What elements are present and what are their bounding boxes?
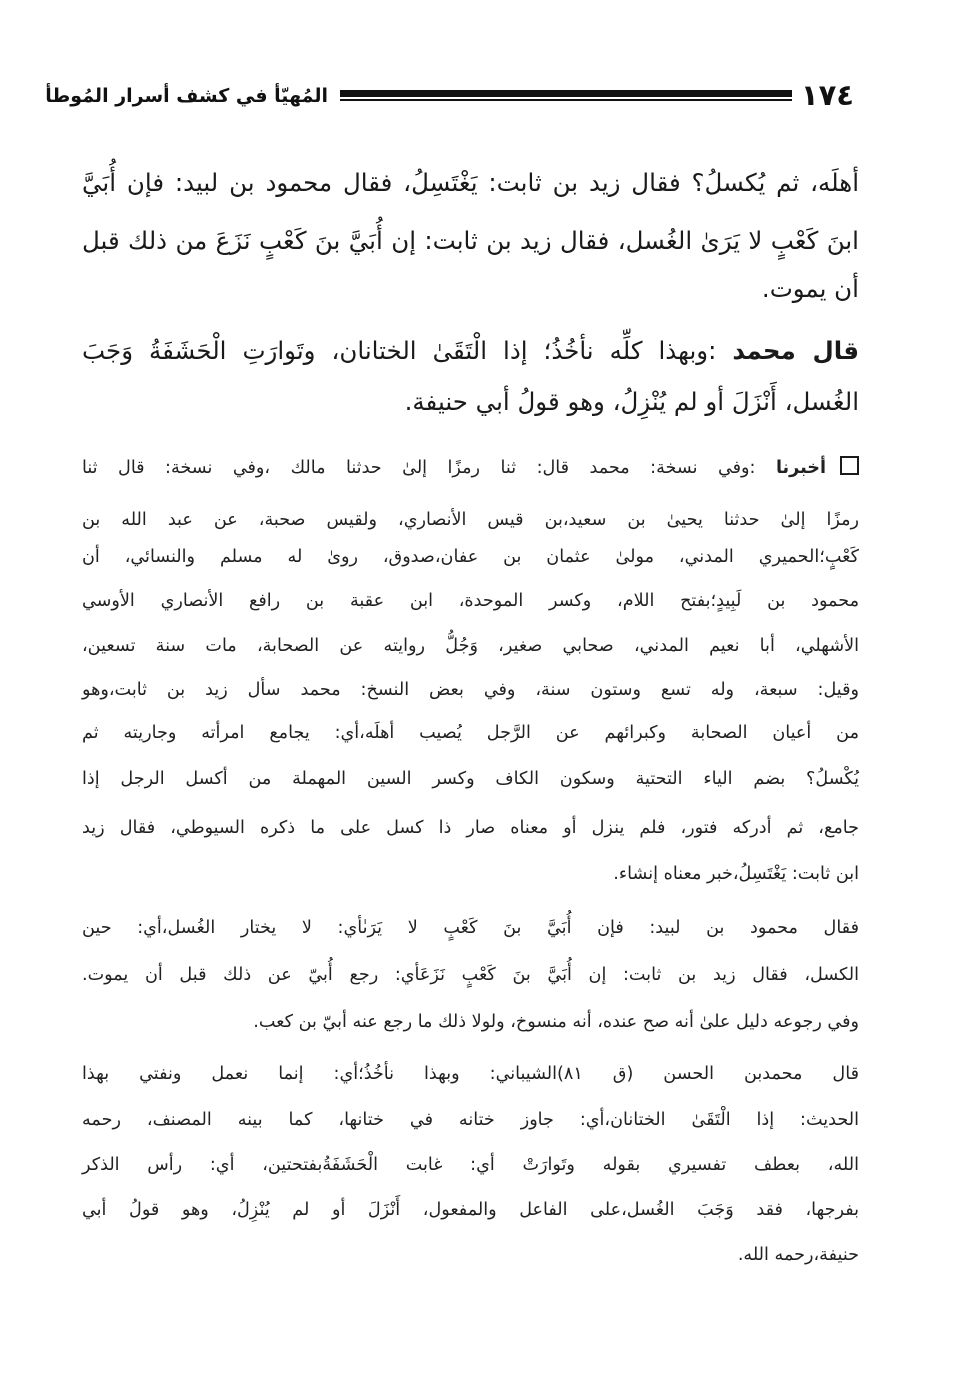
book-title: المُهيّأ في كشف أسرار المُوطأ — [45, 85, 328, 107]
page-number: ١٧٤ — [800, 78, 854, 112]
commentary-line: كَعْبٍ؛الحميري المدني، مولىٰ عثمان بن عفان،صدوق، روىٰ له مسلم والنسائي، أن — [82, 547, 859, 567]
commentary-line: الحديث: إذا الْتَقَىٰ الختانان،أي: جاوز ختانه في ختانها، كما بينه المصنف، رحمه — [82, 1110, 859, 1130]
text-line: ابنَ كَعْبٍ لا يَرَىٰ الغُسل، فقال زيد بن ثابت: إن أُبَيَّ بنَ كَعْبٍ نَزَعَ من ذلك قبل — [82, 226, 859, 255]
commentary-line: جامع، ثم أدركه فتور، فلم ينزل أو معناه صار ذا كسل على ما ذكره السيوطي، فقال زيد — [82, 818, 859, 838]
text-line: الغُسل، أَنْزَلَ أو لم يُنْزِلُ، وهو قولُ أبي حنيفة. — [404, 387, 859, 416]
commentary-line: يُكْسلُ؟ بضم الياء التحتية وسكون الكاف وكسر السين المهملة من أكسل الرجل إذا — [82, 769, 859, 789]
commentary-line: الكسل، فقال زيد بن ثابت: إن أُبَيَّ بنَ كَعْبٍ نَزَعَأي: رجع أُبيّ عن ذلك قبل أن يموت. — [82, 965, 859, 985]
commentary-line: وفي رجوعه دليل علىٰ أنه صح عنده، أنه منسوخ، ولولا ذلك ما رجع عنه أبيّ بن كعب. — [253, 1012, 859, 1032]
text-line: قال محمد :وبهذا كلِّه نأخُذُ؛ إذا الْتَقَىٰ الختانان، وتَوارَتِ الْحَشَفَةُ وَجَبَ — [82, 336, 859, 365]
commentary-line: رمزًا إلىٰ حدثنا يحيىٰ بن سعيد،بن قيس الأنصاري، ولقيس صحبة، عن عبد الله بن — [82, 510, 859, 530]
commentary-line: الله، بعطف تفسيري بقوله وتَوارَتْ أي: غابت الْحَشَفَةُبفتحتين، أي: رأس الذكر — [82, 1155, 859, 1175]
header-rule — [340, 90, 792, 101]
commentary-line: بفرجها، فقد وَجَبَ الغُسل،على الفاعل والمفعول، أَنْزَلَ أو لم يُنْزِلُ، وهو قولُ أبي — [82, 1200, 859, 1220]
commentary-line: ابن ثابت: يَغْتَسِلُ،خبر معناه إنشاء. — [613, 864, 859, 884]
commentary-line: أخبرنا :وفي نسخة: محمد قال: ثنا رمزًا إلىٰ حدثنا مالك ،وفي نسخة: قال ثنا — [82, 453, 859, 483]
commentary-lead: أخبرنا — [775, 458, 827, 478]
commentary-line: فقال محمود بن لبيد: فإن أُبَيَّ بنَ كَعْبٍ لا يَرَىٰأي: لا يختار الغُسل،أي: حين — [82, 918, 859, 938]
speaker-lead: قال محمد — [732, 336, 859, 365]
text-line: أهلَه، ثم يُكسلُ؟ فقال زيد بن ثابت: يَغْتَسِلُ، فقال محمود بن لبيد: فإن أُبَيَّ — [82, 168, 859, 197]
commentary-line: من أعيان الصحابة وكبرائهم عن الرَّجل يُصيب أهلَه،أي: يجامع امرأته وجاريته ثم — [82, 723, 859, 743]
commentary-line: محمود بن لَبِيدٍ؛بفتح اللام، وكسر الموحدة، ابن عقبة بن رافع الأنصاري الأوسي — [82, 591, 859, 611]
running-header — [45, 78, 854, 118]
commentary-line: وقيل: سبعة، وله تسع وستون سنة، وفي بعض النسخ: محمد سأل زيد بن ثابت،وهو — [82, 680, 859, 700]
text-line: أن يموت. — [761, 274, 859, 303]
commentary-line: حنيفة،رحمه الله. — [737, 1245, 859, 1265]
commentary-line: قال محمدبن الحسن (ق ٨١)الشيباني: وبهذا نأخُذُ؛أي: إنما نعمل ونفتي بهذا — [82, 1064, 859, 1084]
commentary-line: الأشهلي، أبا نعيم المدني، صحابي صغير، وَجُلُّ روايته عن الصحابة، مات سنة تسعين، — [82, 636, 859, 656]
section-square-icon — [840, 456, 859, 475]
